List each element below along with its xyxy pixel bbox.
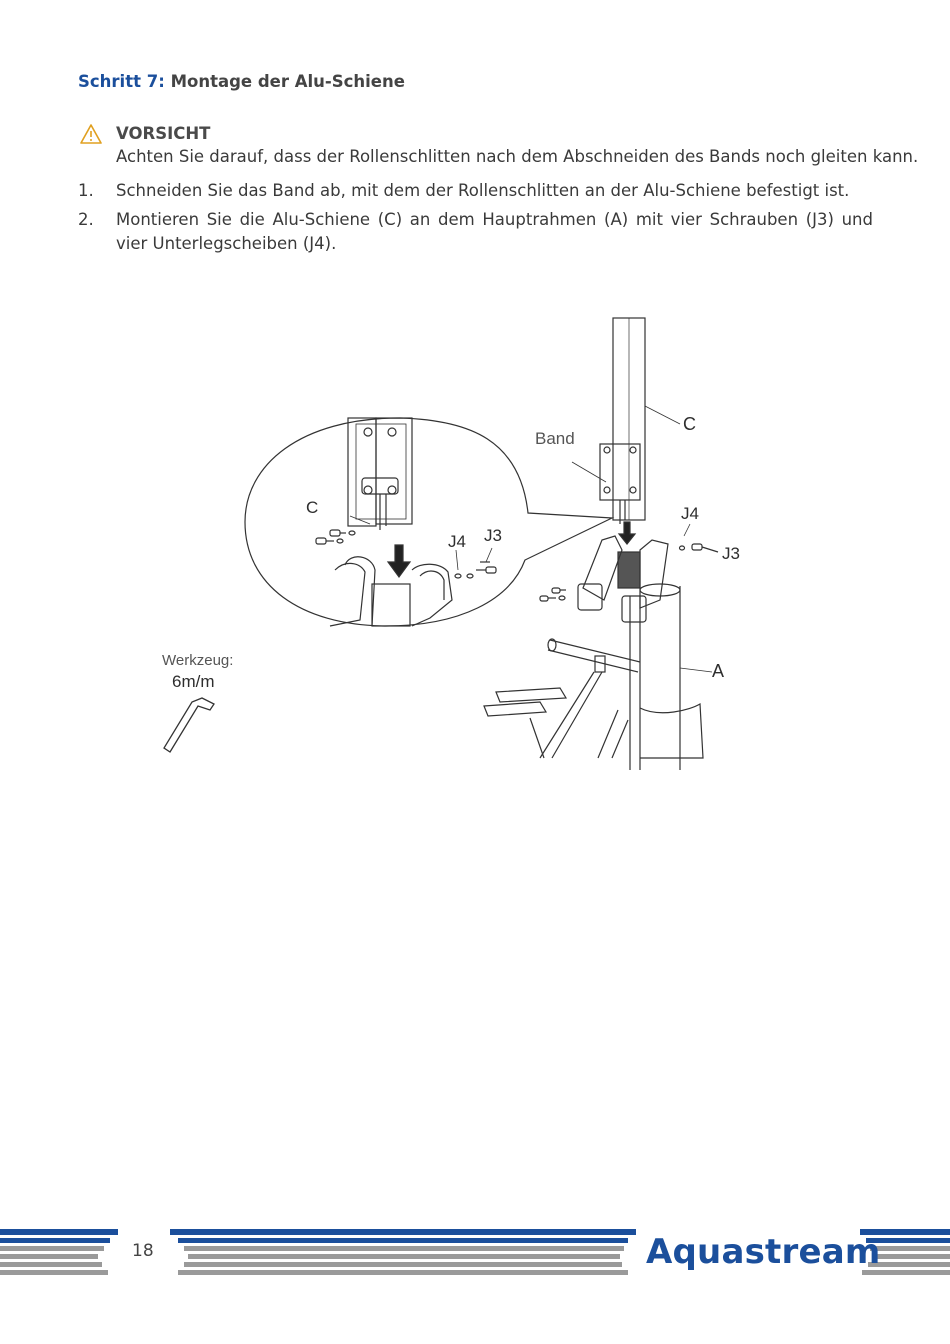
step-heading	[78, 72, 405, 91]
main-screws-right	[680, 524, 719, 552]
instruction-list	[78, 179, 873, 261]
rail-mount-block	[618, 552, 640, 588]
label-j3-main: J3	[722, 544, 740, 563]
down-arrow-main	[619, 522, 635, 544]
label-c-detail: C	[306, 498, 319, 517]
instruction-item	[78, 179, 873, 203]
step-number: Schritt 7:	[78, 72, 165, 91]
caution-text: Achten Sie darauf, dass der Rollenschlitten nach dem Abschneiden des Bands noch gleiten kann.	[116, 147, 919, 166]
label-band: Band	[535, 429, 575, 448]
footer-stripes-middle	[170, 1229, 636, 1275]
assembly-drawing	[0, 300, 950, 770]
caution-title: VORSICHT	[116, 124, 211, 143]
instruction-text: Schneiden Sie das Band ab, mit dem der Rollenschlitten an der Alu-Schiene befestigt ist.	[116, 181, 850, 200]
label-j3-detail: J3	[484, 526, 502, 545]
instruction-item	[78, 208, 873, 256]
instruction-number: 1.	[78, 181, 94, 200]
tool-label: Werkzeug:	[162, 652, 234, 669]
tool-size: 6m/m	[172, 672, 215, 691]
instruction-text: Montieren Sie die Alu-Schiene (C) an dem Hauptrahmen (A) mit vier Schrauben (J3) und vier Unterlegscheiben (J4).	[116, 210, 873, 253]
assembly-illustration	[0, 300, 950, 770]
seat	[484, 688, 566, 758]
step-title: Montage der Alu-Schiene	[170, 72, 405, 91]
page-number: 18	[132, 1241, 154, 1261]
label-j4-main: J4	[681, 504, 699, 523]
label-j4-detail: J4	[448, 532, 466, 551]
main-frame	[540, 584, 712, 770]
detail-callout-bubble	[245, 418, 612, 626]
instruction-number: 2.	[78, 210, 94, 229]
label-c-main: C	[683, 414, 696, 434]
alu-rail	[572, 318, 680, 524]
main-screws-left	[540, 588, 566, 601]
brand-logo: Aquastream	[646, 1232, 881, 1272]
warning-triangle-icon	[80, 124, 102, 144]
footer-stripes-left	[0, 1229, 118, 1275]
label-a: A	[712, 661, 725, 681]
allen-key-icon	[164, 698, 214, 752]
